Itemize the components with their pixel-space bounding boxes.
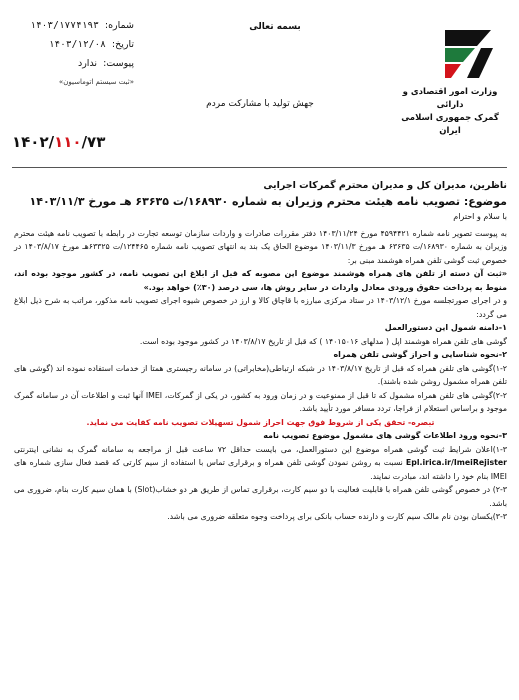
number-label: شماره: [104, 20, 134, 31]
heading-identification: ۲-نحوه شناسایی و احراز گوشی تلفن همراه [333, 350, 507, 359]
subject: موضوع: تصویب نامه هیئت محترم وزیران به شماره ۱۶۸۹۳۰/ت ۶۳۶۳۵ هـ مورخ ۱۴۰۳/۱۱/۳ [29, 195, 507, 208]
ref-part-1: ۱۴۰۲/ [12, 133, 55, 151]
paragraph-intro: به پیوست تصویر نامه شماره ۴۵۹۴۴۲۱ مورخ ۱۴۰۳/۱۱/۲۴ دفتر مقررات صادرات و واردات سازمان توسعه تجارت در رابطه با تصویب نامه هیئت محترم وزیران به شماره ۱۶۸۹۳۰/ت ۶۳۶۳۵ هـ مورخ ۱۴۰۳/۱۱/۳ موضوع الحاق یک بند به انتهای تصویب نامه شماره ۱۲۴۴۶۵/ت ۶۳۳۲۵هـ مورخ ۱۴۰۳/۸/۱۷ در خصوص ثبت گوشی تلفن همراه هوشمند مبنی بر: [14, 228, 508, 265]
heading-entry: ۳-نحوه ورود اطلاعات گوشی های مشمول موضوع تصویب نامه [263, 431, 507, 440]
paragraph-3-1 [14, 443, 507, 484]
paragraph-3-1-end: نسبت به روشن نمودن گوشی تلفن همراه و برقراری تماس با استفاده از سیم کارتی که قصد فعال سازی شماره های IMEI بنام خود را داشته اند، مبادرت نمایند. [14, 458, 507, 481]
greeting: با سلام و احترام [453, 212, 507, 221]
paragraph-3-2: ۲-۳) در خصوص گوشی تلفن همراه با قابلیت فعالیت با دو سیم کارت، برقراری تماس از طریق هر دو خشاب(Slot) با همان سیم کارت بنام، ضروری می باشد. [14, 485, 507, 508]
customs-logo-icon [437, 26, 499, 82]
heading-scope: ۱-دامنه شمول این دستورالعمل [384, 323, 507, 332]
org-name [395, 86, 505, 138]
red-note: تبصره- تحقق یکی از شروط فوق جهت احراز شمول تسهیلات تصویب نامه کفایت می نماید. [86, 417, 435, 427]
paragraph-scope: گوشی های تلفن همراه هوشمند اپل ( مدلهای ۱۴۰۱۵۰۱۶ ) که قبل از تاریخ ۱۴۰۳/۸/۱۷ در کشور موجود بوده است. [139, 336, 507, 346]
reference-number [12, 133, 105, 151]
number-row [14, 16, 134, 35]
org-line-ministry: وزارت امور اقتصادی و دارائی [402, 87, 498, 110]
registration-url-link[interactable]: Epl.irica.ir/ImeiRejister [405, 458, 507, 467]
system-note: «ثبت سیستم اتوماسیون» [58, 78, 134, 86]
org-line-customs: گمرک جمهوری اسلامی ایران [401, 113, 499, 136]
paragraph-2-1: ۱-۲)گوشی های تلفن همراه که قبل از تاریخ ۱۴۰۳/۸/۱۷ در شبکه ارتباطی(مخابراتی) در سامانه رجیستری همتا از خدمات استفاده نموده اند (گوشی های تلفن همراه مشمول روشن شده باشند). [14, 363, 507, 386]
number-value: ۱۴۰۳/۱۷۷۴۱۹۳ [30, 20, 99, 31]
addressee: ناظرین، مدیران کل و مدیران محترم گمرکات اجرایی [263, 180, 507, 191]
letter-meta [14, 16, 134, 92]
date-label: تاریخ: [111, 39, 134, 50]
letter-body [14, 178, 507, 524]
paragraph-3-1-start: ۱-۳)اعلان شرایط ثبت گوشی همراه موضوع این دستورالعمل، می بایست حداقل ۷۲ ساعت قبل از مراجعه به سامانه گمرک به نشانی اینترنتی [14, 444, 507, 454]
paragraph-announce: و در اجرای صورتجلسه مورخ ۱۴۰۳/۱۲/۱ در ستاد مرکزی مبارزه با قاچاق کالا و ارز در خصوص شیوه اجرای تصویب نامه مذکور، مراتب به شرح ذیل ابلاغ می گردد: [14, 296, 507, 319]
paragraph-3-3: ۳-۳)یکسان بودن نام مالک سیم کارت و دارنده حساب بانکی برای پرداخت وجوه متعلقه ضروری می باشد. [167, 512, 507, 521]
ref-part-2: ۱۱۰ [54, 133, 82, 151]
paragraph-2-2: ۲-۲)گوشی های تلفن همراه مشمول که تا قبل از ممنوعیت و در زمان ورود به کشور، در یکی از گمرکات، IMEI آنها ثبت و اطلاعات آن در سامانه گمرک موجود و براساس استعلام از فراجا، تردد مسافر مورد تأیید باشد. [14, 390, 507, 413]
paragraph-quote: «ثبت آن دسته از تلفن های همراه هوشمند موضوع این مصوبه که قبل از ابلاغ این تصویب نامه، در کشور موجود بوده اند، منوط به پرداخت حقوق ورودی معادل واردات در سایر روش ها، سی درصد (۳۰٪) خواهد بود.» [14, 269, 507, 292]
date-value: ۱۴۰۳/۱۲/۰۸ [48, 39, 106, 50]
attachment-value: ندارد [77, 58, 98, 69]
slogan: جهش تولید با مشارکت مردم [206, 99, 314, 109]
basmala: بسمه تعالی [249, 22, 301, 32]
attachment-label: پیوست: [103, 58, 134, 69]
header-divider [12, 167, 507, 168]
date-row [14, 35, 134, 54]
ref-part-3: /۷۳ [81, 133, 106, 151]
attachment-row [14, 54, 134, 73]
